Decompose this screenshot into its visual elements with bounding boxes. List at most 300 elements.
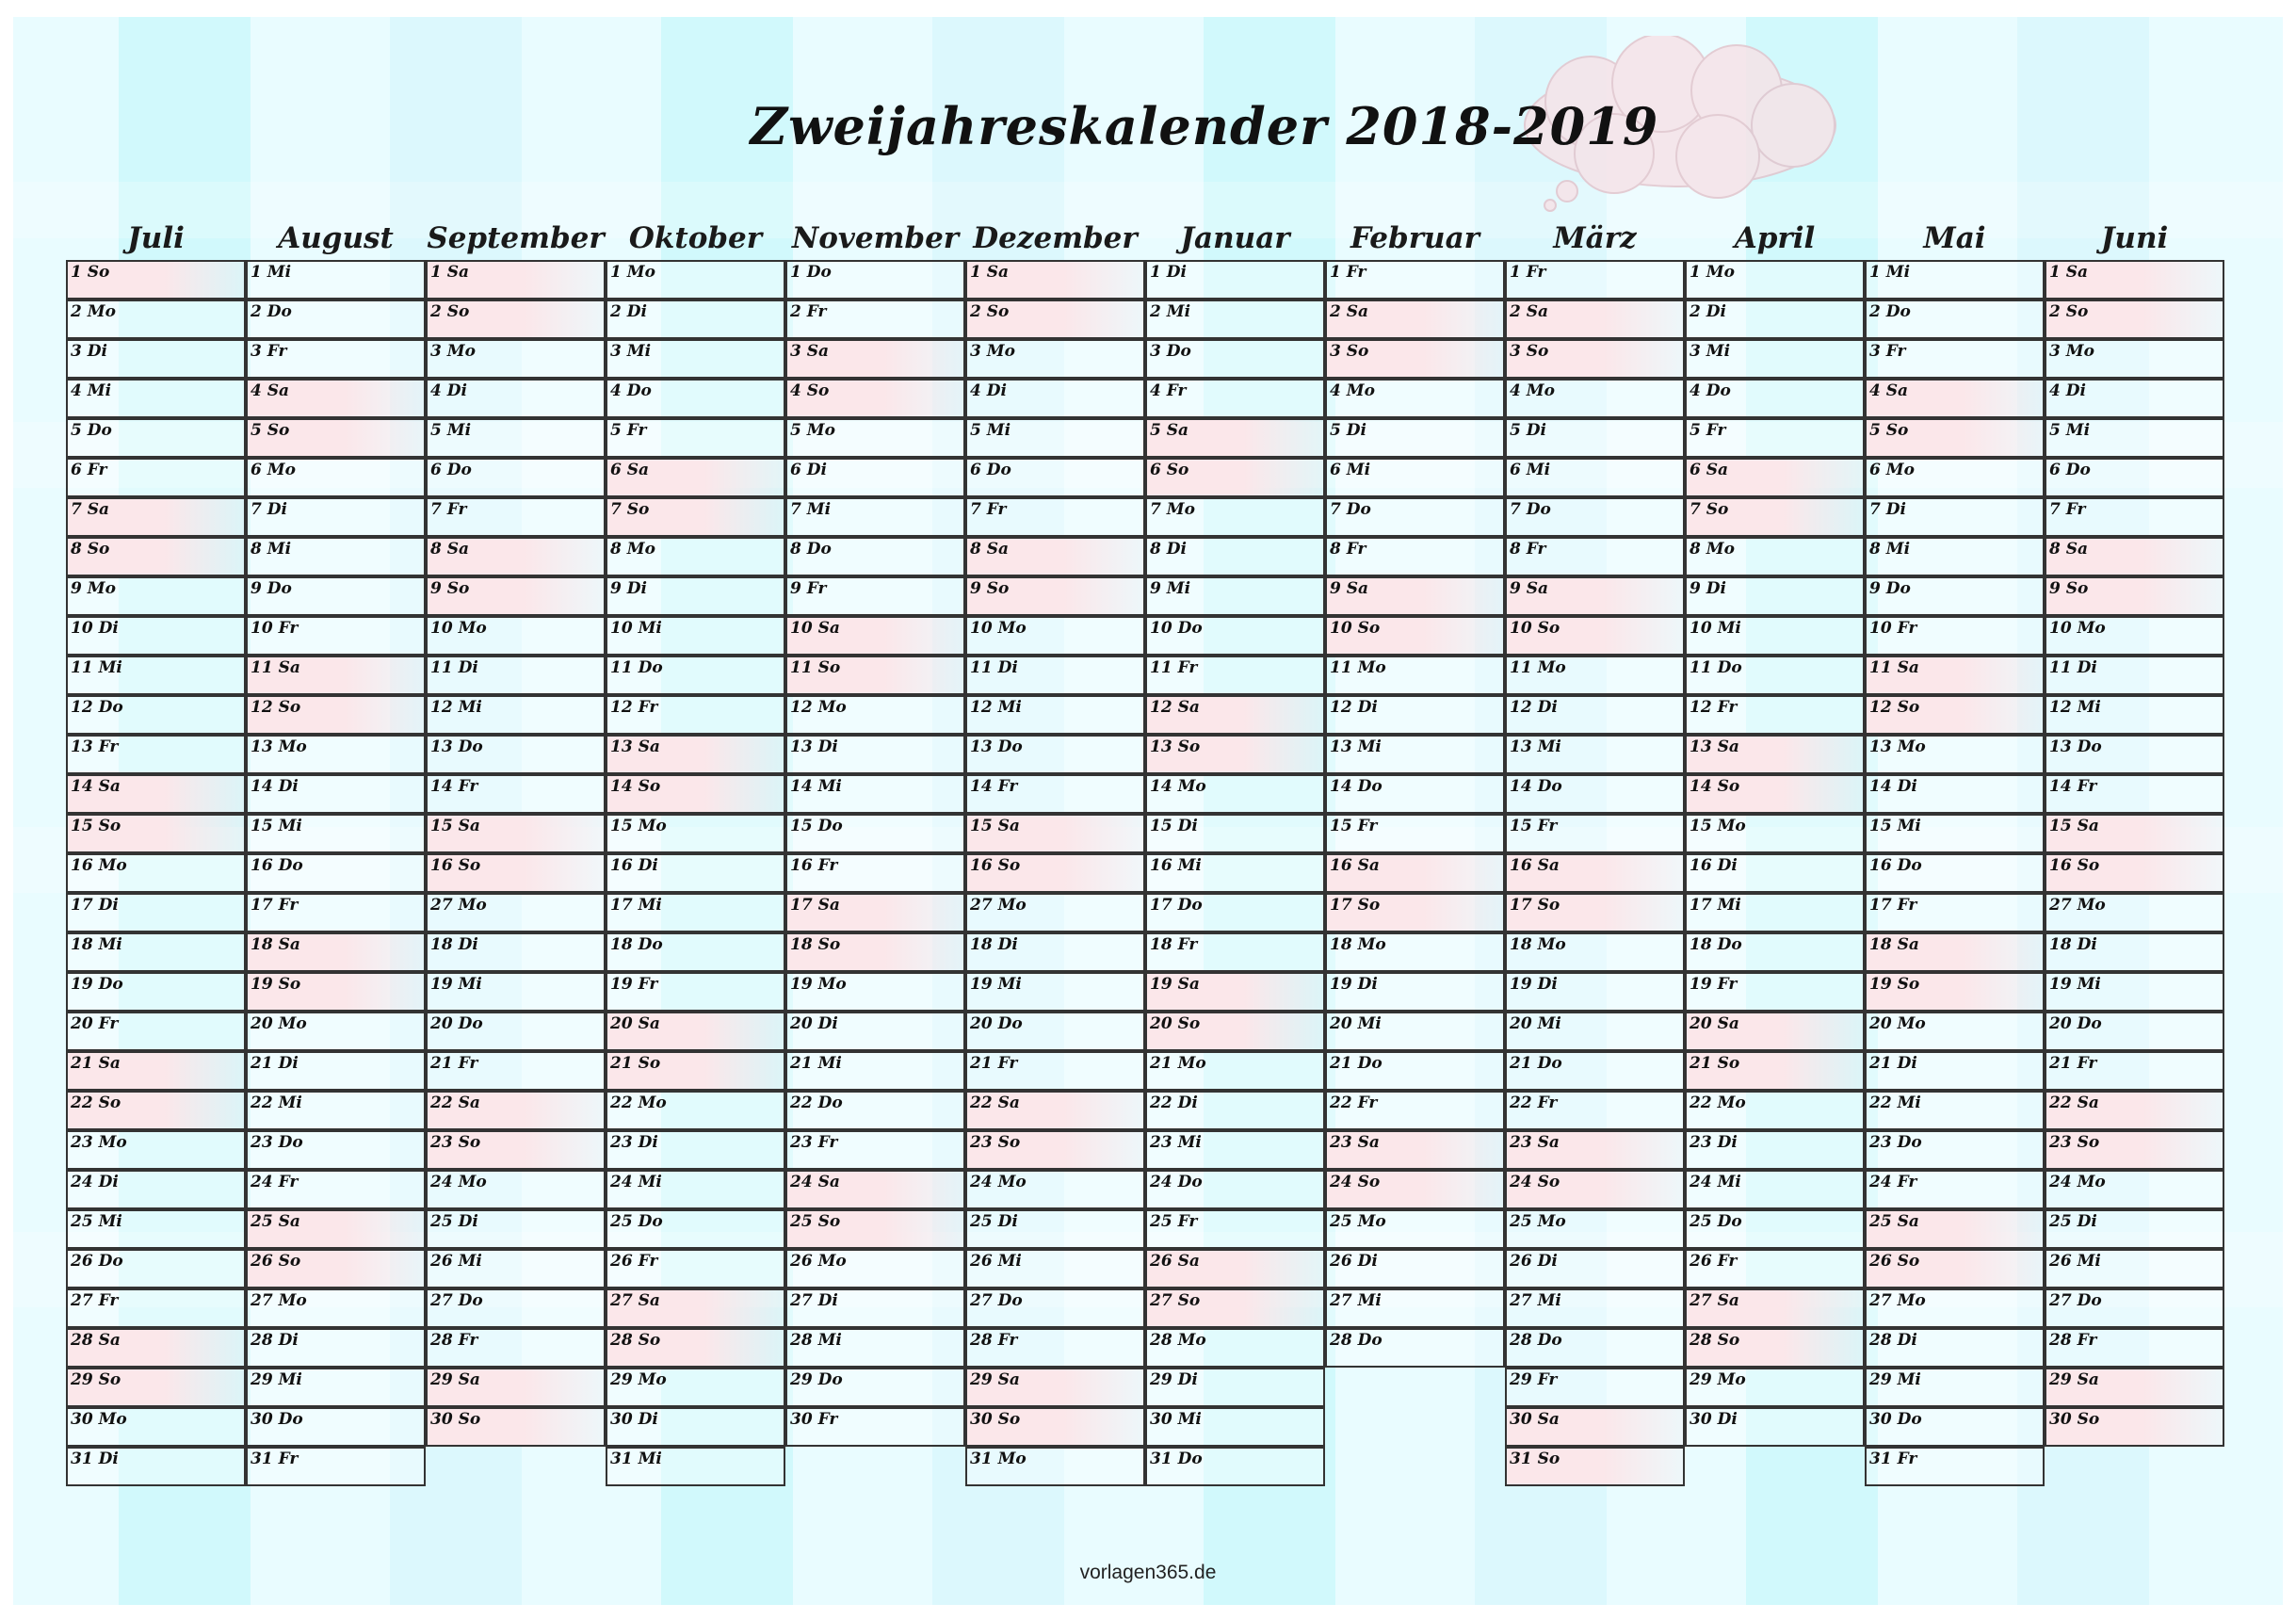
day-label: 12 Mi [2049,698,2101,717]
day-label: 25 Mi [71,1212,122,1231]
day-label: 13 So [1150,737,1201,756]
day-label: 23 Fr [790,1133,838,1152]
day-cell [1145,1091,1325,1130]
day-cell [2045,972,2224,1012]
day-cell [785,497,965,537]
day-label: 14 Do [1330,777,1382,796]
day-cell [2045,1407,2224,1447]
day-label: 22 Sa [970,1094,1020,1112]
day-cell [246,537,426,576]
day-cell [246,695,426,735]
day-label: 16 Fr [790,856,838,875]
day-cell [1145,1209,1325,1249]
day-label: 27 Mi [1330,1291,1382,1310]
day-label: 12 So [251,698,301,717]
day-label: 25 Di [970,1212,1018,1231]
day-label: 8 Fr [1510,540,1546,559]
day-label: 25 Do [610,1212,663,1231]
day-label: 7 Di [1869,500,1906,519]
day-cell [1685,616,1865,656]
day-label: 22 Mo [1690,1094,1746,1112]
day-cell [1145,1407,1325,1447]
day-label: 11 Sa [251,658,300,677]
day-cell [1325,1170,1505,1209]
day-cell [1685,260,1865,300]
day-cell [1685,656,1865,695]
day-cell [426,814,606,853]
day-label: 10 So [1330,619,1381,638]
day-label: 6 Fr [71,461,107,479]
day-cell [2045,853,2224,893]
day-cell [1685,1288,1865,1328]
day-cell [246,300,426,339]
day-cell [1145,1288,1325,1328]
day-label: 1 Di [1150,263,1187,282]
day-label: 5 Mo [790,421,835,440]
day-label: 21 So [1690,1054,1740,1073]
day-cell [965,893,1145,932]
day-cell [246,656,426,695]
day-cell [1685,339,1865,379]
day-label: 19 Fr [610,975,658,994]
day-cell [2045,339,2224,379]
day-cell [1145,774,1325,814]
day-cell [1685,1368,1865,1407]
day-cell [965,972,1145,1012]
day-cell [1865,537,2045,576]
day-cell [1145,537,1325,576]
day-cell [1325,339,1505,379]
day-label: 24 Fr [251,1173,299,1191]
day-label: 15 Fr [1330,817,1378,835]
day-label: 6 Sa [610,461,650,479]
day-cell [2045,1288,2224,1328]
day-cell [2045,1091,2224,1130]
day-label: 21 Fr [430,1054,478,1073]
day-label: 23 Sa [1330,1133,1380,1152]
day-label: 3 Mo [430,342,476,361]
day-label: 9 Fr [790,579,827,598]
day-label: 7 Fr [2049,500,2086,519]
day-cell [606,932,785,972]
day-label: 6 Sa [1690,461,1729,479]
day-label: 6 Mo [1869,461,1915,479]
day-label: 6 Mo [251,461,296,479]
day-cell [1505,893,1685,932]
day-label: 3 Mo [970,342,1015,361]
day-cell [66,1328,246,1368]
day-cell [246,932,426,972]
day-cell [785,1328,965,1368]
day-label: 27 Do [2049,1291,2102,1310]
day-cell [606,656,785,695]
day-cell [1685,1407,1865,1447]
day-label: 12 Fr [1690,698,1738,717]
day-cell [2045,1170,2224,1209]
day-label: 11 Mo [1330,658,1386,677]
day-cell [785,260,965,300]
day-label: 3 Mi [1690,342,1731,361]
day-label: 5 Mi [970,421,1011,440]
day-label: 28 So [610,1331,661,1350]
day-cell [1685,1170,1865,1209]
day-label: 30 Do [251,1410,303,1429]
day-cell [1505,379,1685,418]
day-cell [1865,616,2045,656]
day-cell [2045,1012,2224,1051]
day-cell [965,1288,1145,1328]
day-cell [965,1209,1145,1249]
day-label: 2 Sa [1510,302,1549,321]
day-label: 28 So [1690,1331,1740,1350]
day-cell [1505,1130,1685,1170]
day-label: 27 Do [970,1291,1023,1310]
day-label: 23 Do [251,1133,303,1152]
day-cell [66,1209,246,1249]
day-cell [965,616,1145,656]
day-label: 14 Fr [430,777,478,796]
day-cell [606,972,785,1012]
day-label: 15 Fr [1510,817,1558,835]
day-label: 8 Sa [970,540,1010,559]
day-cell [785,1051,965,1091]
day-label: 15 So [71,817,121,835]
day-label: 7 Fr [430,500,467,519]
day-cell [785,893,965,932]
day-cell [2045,814,2224,853]
day-label: 3 Sa [790,342,830,361]
day-cell [246,853,426,893]
day-cell [1685,300,1865,339]
day-label: 21 Do [1510,1054,1562,1073]
day-label: 13 Do [430,737,483,756]
day-label: 30 Fr [790,1410,838,1429]
day-cell [1685,853,1865,893]
day-cell [785,300,965,339]
day-label: 31 Fr [1869,1450,1917,1468]
day-label: 22 Mo [610,1094,667,1112]
day-cell [1505,1288,1685,1328]
day-cell [785,418,965,458]
day-cell [1505,814,1685,853]
day-label: 8 Mi [251,540,292,559]
day-cell [1325,814,1505,853]
day-cell [1145,853,1325,893]
month-header: Oktober [628,221,763,255]
day-label: 16 Do [1869,856,1922,875]
month-header: Juli [127,221,185,255]
day-cell [2045,418,2224,458]
day-cell [785,1249,965,1288]
day-cell [785,735,965,774]
day-cell [426,497,606,537]
day-label: 27 Mo [970,896,1027,915]
day-label: 14 Mo [1150,777,1206,796]
day-cell [426,260,606,300]
day-cell [426,1288,606,1328]
day-label: 4 Sa [1869,381,1909,400]
day-label: 22 Mi [1869,1094,1921,1112]
day-label: 10 Mo [970,619,1027,638]
day-cell [246,260,426,300]
day-cell [66,1249,246,1288]
day-label: 9 Do [1869,579,1911,598]
day-label: 1 Mi [1869,263,1911,282]
day-label: 15 Mo [610,817,667,835]
day-cell [1145,814,1325,853]
day-label: 20 Fr [71,1014,119,1033]
day-label: 17 Sa [790,896,840,915]
day-cell [426,1130,606,1170]
day-cell [606,537,785,576]
day-cell [606,576,785,616]
day-cell [246,379,426,418]
day-label: 15 Di [1150,817,1198,835]
day-label: 20 So [1150,1014,1201,1033]
day-label: 1 Mo [610,263,655,282]
day-cell [2045,458,2224,497]
day-cell [2045,695,2224,735]
day-label: 18 Di [970,935,1018,954]
day-cell [1325,497,1505,537]
day-label: 20 Do [970,1014,1023,1033]
day-cell [1505,1249,1685,1288]
day-label: 29 Fr [1510,1370,1558,1389]
day-label: 14 So [1690,777,1740,796]
day-cell [1325,656,1505,695]
day-label: 16 So [970,856,1021,875]
day-cell [1685,1091,1865,1130]
day-cell [606,300,785,339]
day-label: 6 Di [790,461,827,479]
day-label: 1 So [71,263,110,282]
day-cell [965,537,1145,576]
day-label: 26 So [251,1252,301,1271]
day-cell [1505,497,1685,537]
day-cell [606,1249,785,1288]
day-cell [1865,497,2045,537]
day-label: 22 Sa [430,1094,480,1112]
day-cell [66,418,246,458]
day-label: 28 Di [1869,1331,1917,1350]
day-label: 27 Sa [1690,1291,1739,1310]
day-label: 24 Mo [970,1173,1027,1191]
day-label: 14 Mi [790,777,842,796]
day-cell [246,458,426,497]
day-label: 6 Do [970,461,1011,479]
day-label: 18 Do [1690,935,1742,954]
day-cell [1865,972,2045,1012]
day-label: 11 So [790,658,841,677]
day-cell [66,497,246,537]
day-label: 18 Sa [251,935,300,954]
calendar-sheet [13,17,2283,1605]
day-cell [1505,853,1685,893]
day-label: 28 Di [251,1331,299,1350]
day-cell [2045,932,2224,972]
day-cell [606,339,785,379]
day-cell [1685,814,1865,853]
day-cell [965,418,1145,458]
day-label: 13 Sa [610,737,660,756]
day-cell [2045,616,2224,656]
day-label: 12 Di [1510,698,1558,717]
day-cell [965,932,1145,972]
day-label: 5 Do [71,421,112,440]
day-cell [606,379,785,418]
day-cell [66,853,246,893]
day-cell [606,1130,785,1170]
month-header: September [427,221,605,255]
day-cell [246,1249,426,1288]
day-label: 2 Mi [1150,302,1191,321]
day-cell [426,1091,606,1130]
day-cell [246,1012,426,1051]
day-label: 29 Sa [430,1370,480,1389]
day-cell [1325,695,1505,735]
month-header: Juni [2100,221,2169,255]
day-label: 6 Mi [1510,461,1551,479]
day-cell [606,1328,785,1368]
day-cell [1865,418,2045,458]
day-label: 23 So [430,1133,481,1152]
day-label: 6 Mi [1330,461,1371,479]
day-cell [965,814,1145,853]
day-cell [606,1209,785,1249]
day-cell [426,1170,606,1209]
day-label: 24 Mo [2049,1173,2106,1191]
day-cell [2045,1209,2224,1249]
day-cell [2045,656,2224,695]
day-label: 24 Mi [1690,1173,1741,1191]
day-cell [1685,1249,1865,1288]
day-cell [965,774,1145,814]
day-label: 2 Di [610,302,647,321]
day-cell [1865,260,2045,300]
day-cell [66,695,246,735]
day-cell [1505,695,1685,735]
day-cell [426,537,606,576]
day-label: 30 Di [1690,1410,1738,1429]
day-cell [246,1130,426,1170]
day-label: 1 Sa [430,263,470,282]
day-label: 27 Mo [251,1291,307,1310]
day-cell [1685,695,1865,735]
day-cell [1145,576,1325,616]
day-label: 31 So [1510,1450,1560,1468]
day-cell [66,656,246,695]
day-label: 11 Sa [1869,658,1919,677]
day-label: 19 Mo [790,975,847,994]
day-label: 14 Fr [970,777,1018,796]
day-cell [1685,774,1865,814]
day-label: 26 Di [1330,1252,1378,1271]
day-cell [246,1288,426,1328]
day-cell [785,774,965,814]
day-cell [1505,735,1685,774]
day-label: 4 Do [610,381,652,400]
day-label: 3 Mi [610,342,652,361]
day-label: 20 Do [430,1014,483,1033]
day-label: 24 Fr [1869,1173,1917,1191]
day-cell [606,1288,785,1328]
day-label: 8 Di [1150,540,1187,559]
day-cell [1505,576,1685,616]
day-label: 6 Do [2049,461,2091,479]
day-label: 31 Do [1150,1450,1203,1468]
day-label: 12 Fr [610,698,658,717]
day-cell [426,1368,606,1407]
day-label: 19 Fr [1690,975,1738,994]
day-cell [606,1447,785,1486]
day-label: 10 So [1510,619,1560,638]
day-cell [1505,1091,1685,1130]
day-label: 5 Di [1510,421,1546,440]
day-cell [1865,656,2045,695]
day-label: 20 Di [790,1014,838,1033]
day-cell [1325,735,1505,774]
day-label: 10 Mi [1690,619,1741,638]
day-cell [785,1368,965,1407]
day-label: 28 Sa [71,1331,121,1350]
day-cell [1325,853,1505,893]
day-cell [965,1447,1145,1486]
day-label: 29 Mo [1690,1370,1746,1389]
day-label: 9 Sa [1330,579,1369,598]
day-cell [606,260,785,300]
day-cell [66,1012,246,1051]
day-label: 7 Di [251,500,287,519]
day-label: 2 Di [1690,302,1726,321]
day-cell [606,1407,785,1447]
day-cell [1325,1328,1505,1368]
day-label: 28 Mi [790,1331,842,1350]
day-cell [1325,537,1505,576]
day-cell [426,1407,606,1447]
day-cell [66,1407,246,1447]
month-header: August [278,221,394,255]
day-cell [1685,1130,1865,1170]
day-label: 13 Do [2049,737,2102,756]
day-label: 2 Sa [1330,302,1369,321]
day-cell [1865,576,2045,616]
day-label: 2 So [2049,302,2089,321]
day-label: 15 Mi [1869,817,1921,835]
day-label: 1 Fr [1330,263,1366,282]
day-label: 29 Do [790,1370,843,1389]
day-label: 17 Fr [1869,896,1917,915]
day-cell [1325,300,1505,339]
day-cell [965,379,1145,418]
day-label: 27 So [1150,1291,1201,1310]
day-label: 4 Mi [71,381,112,400]
day-cell [1325,1209,1505,1249]
day-cell [1145,418,1325,458]
day-cell [1145,1368,1325,1407]
day-cell [1145,379,1325,418]
day-cell [2045,1368,2224,1407]
day-cell [1505,1328,1685,1368]
day-cell [1865,458,2045,497]
day-label: 7 Mi [790,500,832,519]
day-label: 12 So [1869,698,1920,717]
day-cell [785,656,965,695]
day-cell [785,932,965,972]
day-cell [246,735,426,774]
day-label: 11 Di [2049,658,2097,677]
day-cell [426,1209,606,1249]
day-label: 7 Do [1330,500,1371,519]
